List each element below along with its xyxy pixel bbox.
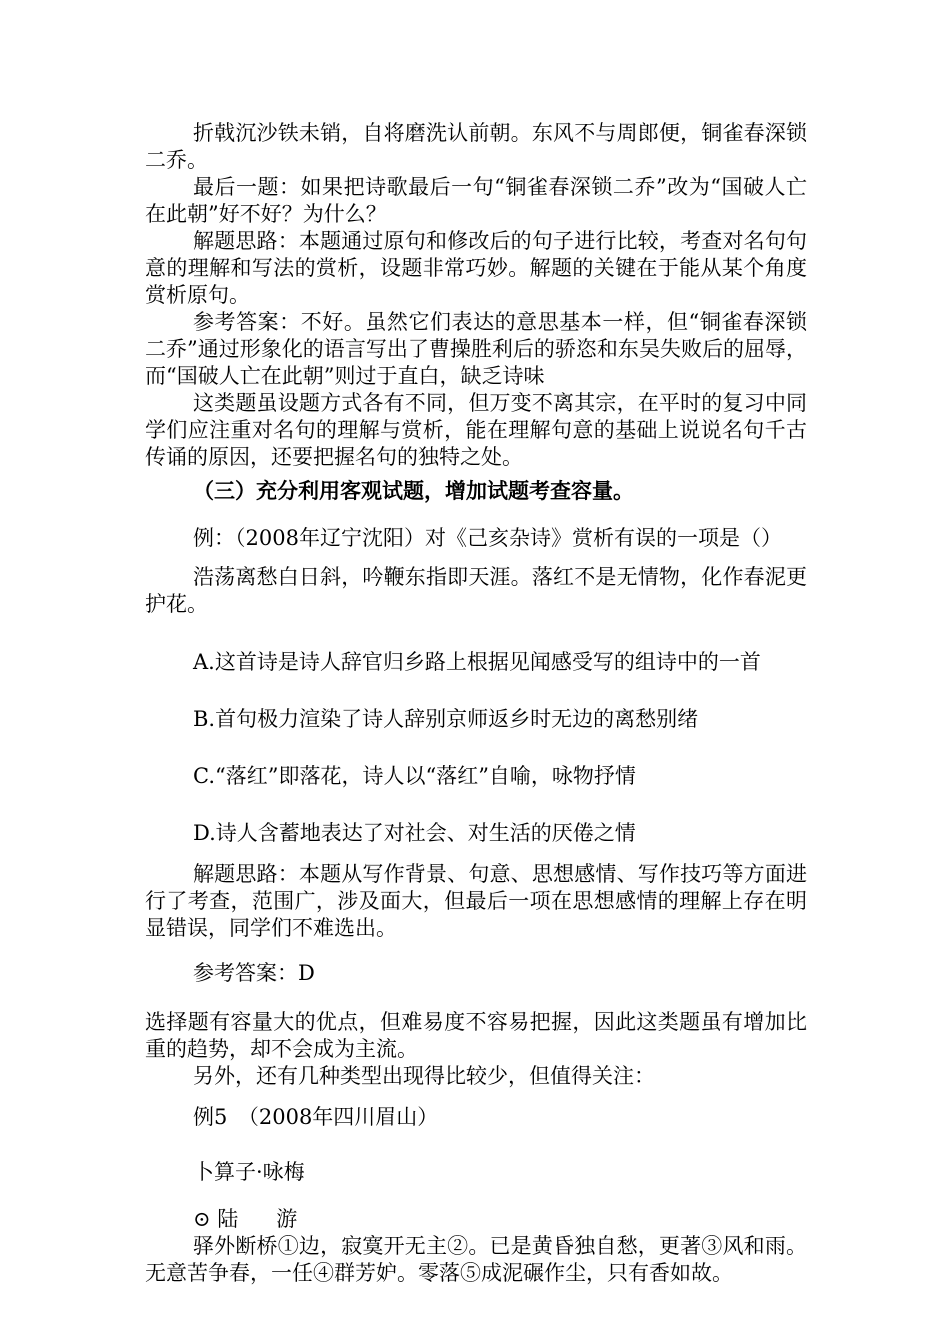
- circle-dot-icon: ⊙: [193, 1207, 211, 1231]
- option-d: D.诗人含蓄地表达了对社会、对生活的厌倦之情: [193, 821, 636, 845]
- example-5-heading: 例5 （2008年四川眉山）: [193, 1105, 439, 1129]
- analysis-paragraph: 解题思路：本题通过原句和修改后的句子进行比较，考查对名句句意的理解和写法的赏析，设题非常巧妙。解题的关键在于能从某个角度赏析原句。: [145, 229, 807, 307]
- option-b: B.首句极力渲染了诗人辞别京师返乡时无边的离愁别绪: [193, 707, 699, 731]
- reference-answer-2: 参考答案：D: [193, 961, 315, 985]
- summary-paragraph: 这类题虽设题方式各有不同，但万变不离其宗，在平时的复习中同学们应注重对名句的理解与赏析，能在理解句意的基础上说说名句千古传诵的原因，还要把握名句的独特之处。: [145, 391, 807, 469]
- also-note: 另外，还有几种类型出现得比较少，但值得关注：: [193, 1064, 655, 1088]
- choice-summary: 选择题有容量大的优点，但难易度不容易把握，因此这类题虽有增加比重的趋势，却不会成为主流。: [145, 1010, 807, 1061]
- ci-author: [145, 1206, 807, 1233]
- author-name-second: 游: [276, 1207, 298, 1231]
- option-c: C.“落红”即落花，诗人以“落红”自喻，咏物抒情: [193, 764, 636, 788]
- reference-answer-paragraph: 参考答案：不好。虽然它们表达的意思基本一样，但“铜雀春深锁二乔”通过形象化的语言写出了曹操胜利后的骄恣和东吴失败后的屈辱，而“国破人亡在此朝”则过于直白，缺乏诗味: [145, 310, 807, 388]
- section-heading: （三）充分利用客观试题，增加试题考查容量。: [193, 478, 634, 503]
- ci-title: 卜算子·咏梅: [193, 1160, 305, 1184]
- analysis-2: 解题思路：本题从写作背景、句意、思想感情、写作技巧等方面进行了考查，范围广，涉及面大，但最后一项在思想感情的理解上存在明显错误，同学们不难选出。: [145, 862, 807, 940]
- poem-text: 浩荡离愁白日斜，吟鞭东指即天涯。落红不是无情物，化作春泥更护花。: [145, 565, 807, 616]
- option-a: A.这首诗是诗人辞官归乡路上根据见闻感受写的组诗中的一首: [193, 650, 761, 674]
- ci-text: 驿外断桥①边，寂寞开无主②。已是黄昏独自愁，更著③风和雨。无意苦争春，一任④群芳妒。零落⑤成泥碾作尘，只有香如故。: [145, 1234, 807, 1285]
- document-page: [145, 120, 807, 1287]
- author-name-first: 陆: [217, 1207, 239, 1231]
- final-question-paragraph: 最后一题：如果把诗歌最后一句“铜雀春深锁二乔”改为“国破人亡在此朝”好不好？为什么？: [145, 175, 807, 226]
- example-question: 例：（2008年辽宁沈阳）对《己亥杂诗》赏析有误的一项是（）: [193, 526, 782, 550]
- poem-quote-paragraph: 折戟沉沙铁未销，自将磨洗认前朝。东风不与周郎便，铜雀春深锁二乔。: [145, 121, 807, 172]
